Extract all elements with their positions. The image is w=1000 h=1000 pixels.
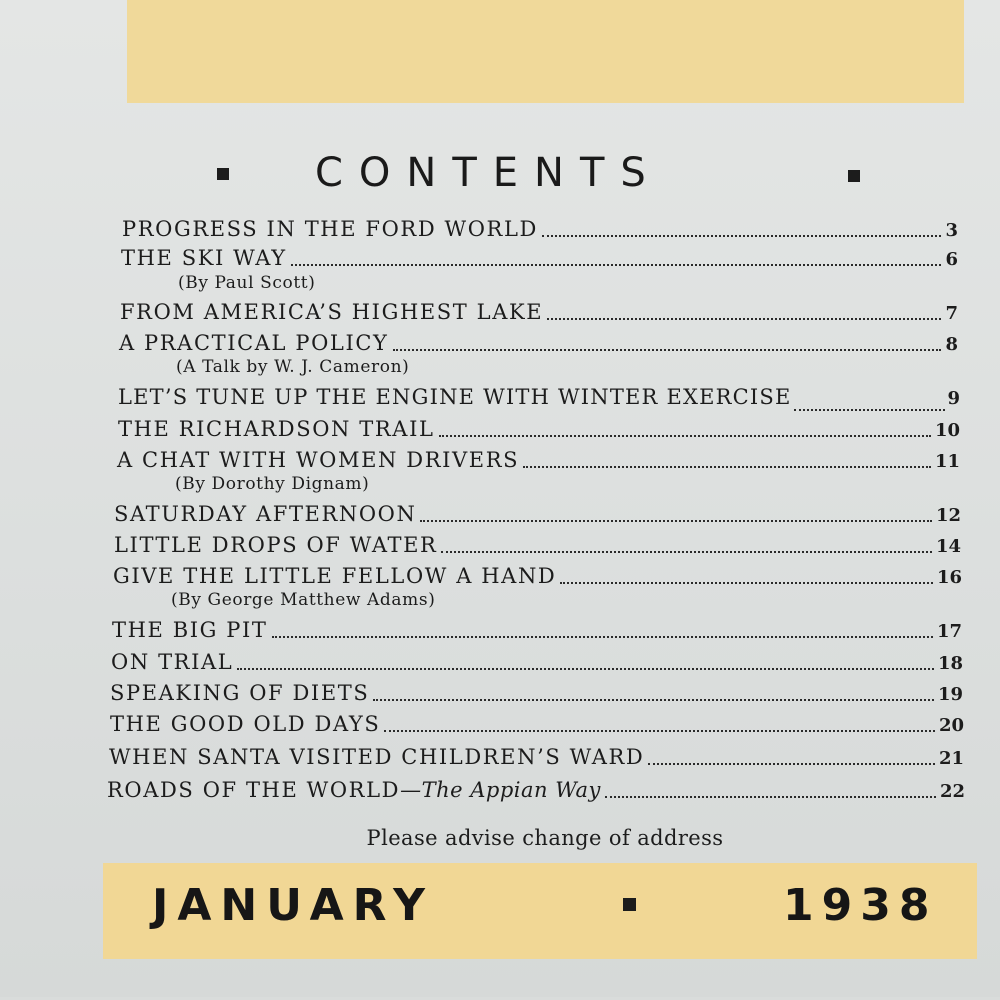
toc-entry-title: FROM AMERICA’S HIGHEST LAKE	[120, 300, 544, 324]
dot-leader	[272, 636, 933, 638]
dot-leader	[794, 409, 946, 411]
contents-title: CONTENTS	[315, 150, 662, 196]
dot-leader	[648, 763, 935, 765]
toc-page-number: 8	[945, 334, 958, 355]
toc-byline: (By George Matthew Adams)	[171, 590, 436, 610]
toc-byline: (By Dorothy Dignam)	[175, 474, 370, 494]
toc-entry[interactable]	[118, 417, 960, 443]
toc-entry[interactable]	[113, 564, 962, 590]
dot-leader	[373, 699, 934, 701]
toc-page-number: 17	[936, 621, 962, 642]
toc-entry[interactable]	[117, 448, 960, 474]
dot-leader	[384, 730, 935, 732]
toc-page-number: 11	[934, 451, 960, 472]
dot-leader	[605, 796, 936, 798]
dot-leader	[393, 349, 942, 351]
toc-entry-title: A CHAT WITH WOMEN DRIVERS	[117, 448, 520, 472]
toc-page-number: 21	[938, 748, 964, 769]
toc-page-number: 6	[945, 249, 958, 270]
toc-entry[interactable]	[107, 778, 965, 804]
toc-page-number: 19	[937, 684, 963, 705]
dot-leader	[523, 466, 931, 468]
dot-leader	[547, 318, 941, 320]
issue-month: JANUARY	[152, 880, 435, 931]
toc-page-number: 18	[937, 653, 963, 674]
toc-page-number: 22	[939, 781, 965, 802]
toc-entry[interactable]	[110, 712, 964, 738]
toc-entry-title: SATURDAY AFTERNOON	[114, 502, 417, 526]
toc-entry-title: THE BIG PIT	[112, 618, 268, 642]
toc-entry-title: LITTLE DROPS OF WATER	[114, 533, 438, 557]
toc-entry-title: GIVE THE LITTLE FELLOW A HAND	[113, 564, 557, 588]
toc-entry-title: LET’S TUNE UP THE ENGINE WITH WINTER EXERCISE	[118, 385, 792, 409]
toc-entry[interactable]	[122, 217, 958, 243]
toc-entry[interactable]	[120, 300, 958, 326]
toc-entry-title: THE GOOD OLD DAYS	[110, 712, 381, 736]
toc-entry[interactable]	[119, 331, 958, 357]
toc-entry[interactable]	[112, 618, 962, 644]
toc-entry-title: THE RICHARDSON TRAIL	[118, 417, 435, 441]
toc-entry[interactable]	[109, 745, 964, 771]
dot-leader	[291, 264, 942, 266]
toc-entry[interactable]	[110, 681, 963, 707]
toc-byline: (A Talk by W. J. Cameron)	[176, 357, 410, 377]
toc-entry[interactable]	[118, 385, 960, 411]
toc-entry-title: A PRACTICAL POLICY	[119, 331, 389, 355]
toc-page-number: 7	[945, 303, 958, 324]
toc-entry[interactable]	[114, 533, 961, 559]
toc-entry-title: ROADS OF THE WORLD	[107, 778, 401, 802]
dot-leader	[441, 551, 932, 553]
toc-entry-title: SPEAKING OF DIETS	[110, 681, 370, 705]
dot-leader	[542, 235, 942, 237]
toc-entry[interactable]	[114, 502, 961, 528]
dot-leader	[237, 668, 934, 670]
toc-entry-title: WHEN SANTA VISITED CHILDREN’S WARD	[109, 745, 645, 769]
dot-leader	[439, 435, 931, 437]
toc-page-number: 20	[938, 715, 964, 736]
toc-page-number: 14	[935, 536, 961, 557]
toc-byline: (By Paul Scott)	[178, 273, 316, 293]
toc-entry[interactable]	[121, 246, 958, 272]
toc-entry-subtitle: —The Appian Way	[400, 778, 601, 802]
toc-page-number: 12	[935, 505, 961, 526]
bullet-square-icon	[623, 898, 636, 911]
toc-page-number: 16	[936, 567, 962, 588]
toc-page-number: 3	[945, 220, 958, 241]
toc-entry[interactable]	[111, 650, 963, 676]
issue-year: 1938	[783, 880, 938, 931]
address-change-note: Please advise change of address	[366, 826, 724, 850]
dot-leader	[420, 520, 931, 522]
toc-entry-title: PROGRESS IN THE FORD WORLD	[122, 217, 538, 241]
toc-page-number: 10	[934, 420, 960, 441]
toc-page-number: 9	[947, 388, 960, 409]
toc-entry-title: THE SKI WAY	[121, 246, 287, 270]
toc-entry-title: ON TRIAL	[111, 650, 234, 674]
dot-leader	[560, 582, 933, 584]
